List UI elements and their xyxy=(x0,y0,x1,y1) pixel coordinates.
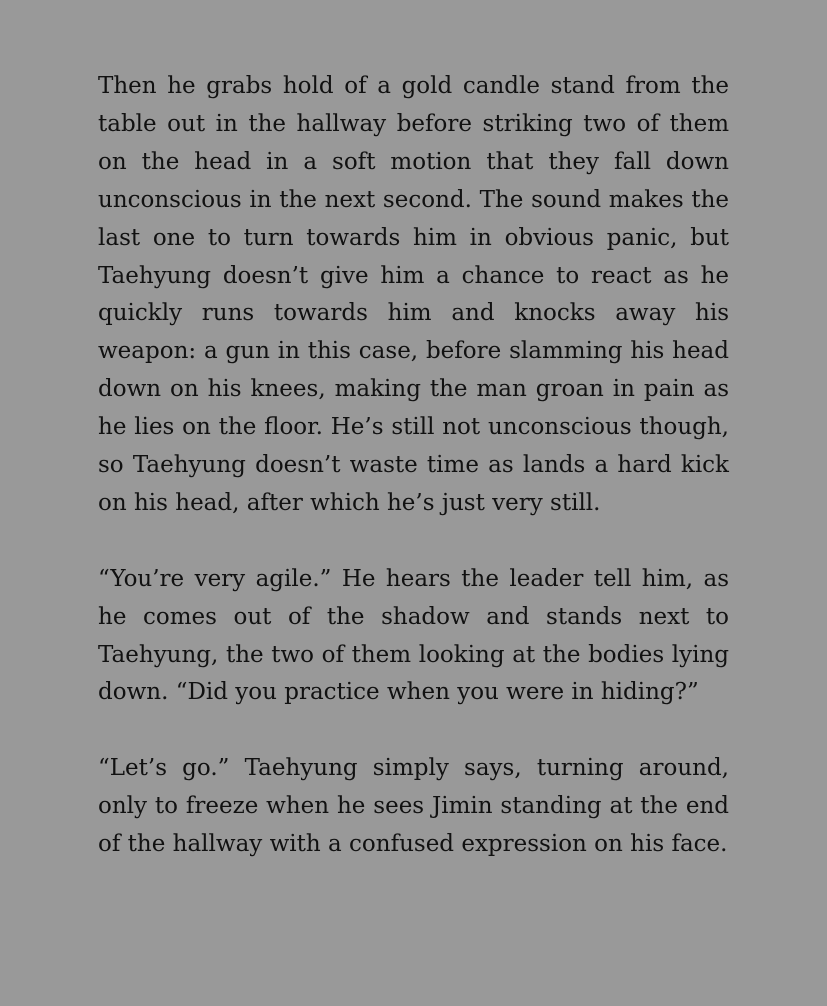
story-paragraph: “Let’s go.” Taehyung simply says, turning around, only to freeze when he sees Jimin standing at the end of the hallway with a confused expression on his face. xyxy=(98,755,729,858)
story-paragraph: Then he grabs hold of a gold candle stand from the table out in the hallway before striking two of them on the head in a soft motion that they fall down unconscious in the next second. The sound makes the last one to turn towards him in obvious panic, but Taehyung doesn’t give him a chance to react as he quickly runs towards him and knocks away his weapon: a gun in this case, before slamming his head down on his knees, making the man groan in pain as he lies on the floor. He’s still not unconscious though, so Taehyung doesn’t waste time as lands a hard kick on his head, after which he’s just very still. xyxy=(98,73,729,516)
story-text xyxy=(98,68,729,864)
story-paragraph: “You’re very agile.” He hears the leader tell him, as he comes out of the shadow and stands next to Taehyung, the two of them looking at the bodies lying down. “Did you practice when you were in hiding?” xyxy=(98,565,729,706)
